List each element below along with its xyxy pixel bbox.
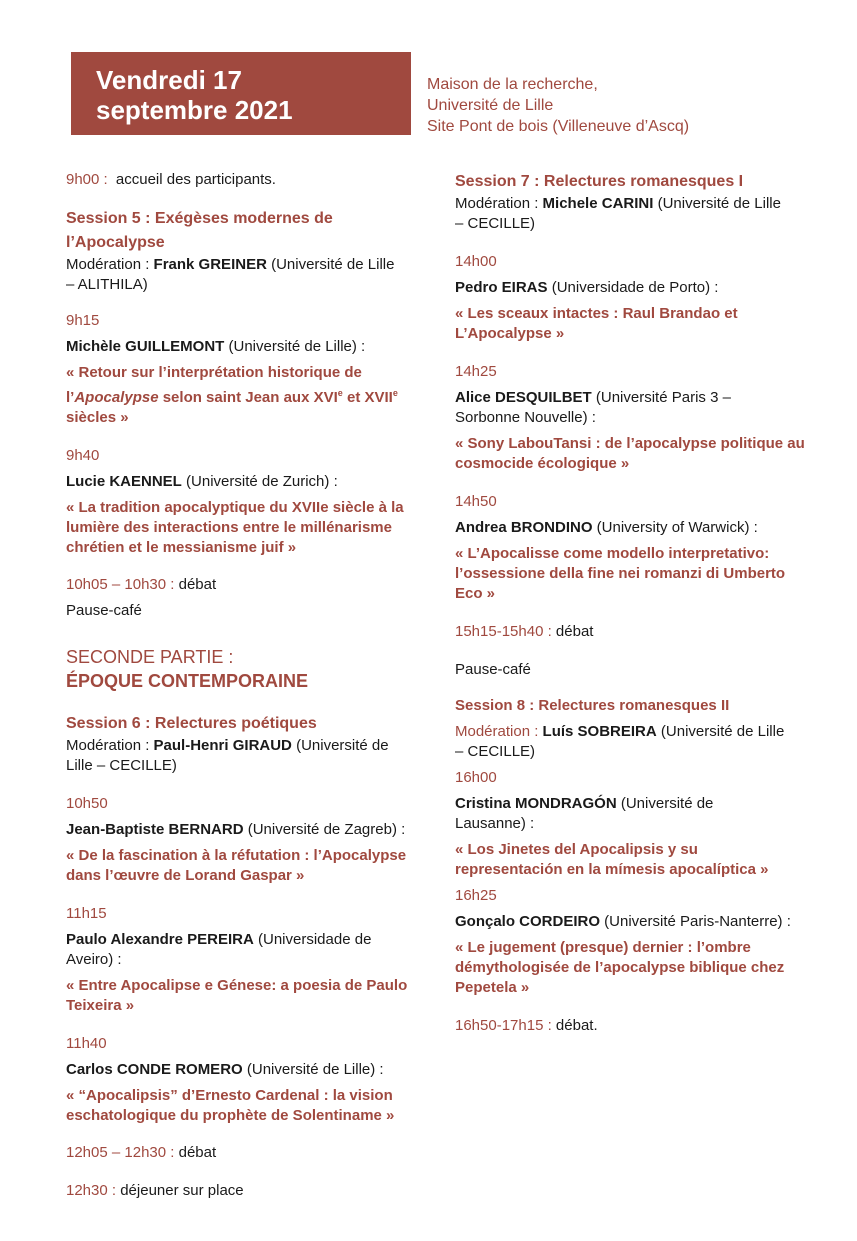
- speaker-affiliation: (Université de Lille) :: [242, 1061, 384, 1078]
- lunch-text: déjeuner sur place: [116, 1182, 244, 1199]
- debate-time: 12h05 – 12h30 :: [66, 1144, 175, 1161]
- speaker: [66, 472, 421, 492]
- talk-title-line: eschatologique du prophète de Solentiname »: [66, 1107, 395, 1124]
- speaker-affiliation: (Université de: [616, 795, 714, 812]
- moderator-affiliation: (Université de Lille: [266, 256, 395, 273]
- speaker: [66, 930, 421, 970]
- speaker-name: Carlos CONDE ROMERO: [66, 1061, 243, 1078]
- speaker-affiliation: (Université de Lille) :: [224, 338, 366, 355]
- speaker: [455, 912, 810, 932]
- talk-title-line: cosmocide écologique »: [455, 455, 630, 472]
- session-7-moderation: [455, 194, 810, 234]
- talk-title-line: dans l’œuvre de Lorand Gaspar »: [66, 867, 305, 884]
- debate-text: débat: [174, 576, 217, 593]
- talk-title-line: « De la fascination à la réfutation : l’Apocalypse: [66, 847, 407, 864]
- debate-time: 15h15-15h40 :: [455, 623, 552, 640]
- session-5-title-line-1: Session 5 : Exégèses modernes de: [66, 210, 333, 227]
- speaker-affiliation: (Universidade de: [253, 931, 372, 948]
- talk-title-line: Teixeira »: [66, 997, 135, 1014]
- debate-time: 16h50-17h15 :: [455, 1017, 552, 1034]
- moderator-affiliation: (Université de Lille: [656, 723, 785, 740]
- venue: [427, 74, 787, 137]
- talk-title-part: l’: [66, 389, 75, 406]
- superscript: e: [392, 388, 398, 398]
- speaker-name: Jean-Baptiste BERNARD: [66, 821, 244, 838]
- superscript: e: [337, 388, 343, 398]
- talk-title: [66, 498, 421, 558]
- speaker-affiliation: (Universidade de Porto) :: [547, 279, 719, 296]
- talk-title-line: representación en la mímesis apocalíptica »: [455, 861, 769, 878]
- talk-title-line: siècles »: [66, 409, 129, 426]
- talk-title-line: « Les sceaux intactes : Raul Brandao et: [455, 305, 738, 322]
- session-7-title: Session 7 : Relectures romanesques I: [455, 173, 744, 190]
- session-5-title: [66, 207, 421, 255]
- talk-title: [455, 544, 810, 604]
- lunch-time: 12h30 :: [66, 1182, 117, 1199]
- speaker-name: Lucie KAENNEL: [66, 473, 182, 490]
- speaker: [455, 278, 810, 298]
- talk-title: [455, 304, 810, 344]
- speaker-affiliation: (Université Paris 3 –: [591, 389, 731, 406]
- talk-title-line: l’ossessione della fine nei romanzi di Umberto: [455, 565, 786, 582]
- speaker-name: Paulo Alexandre PEREIRA: [66, 931, 254, 948]
- venue-line-1: Maison de la recherche,: [427, 76, 598, 93]
- moderator-name: Luís SOBREIRA: [542, 723, 657, 740]
- moderator-name: Frank GREINER: [153, 256, 267, 273]
- debate-text: débat: [174, 1144, 217, 1161]
- talk-title-line: lumière des interactions entre le millénarisme: [66, 519, 392, 536]
- talk-title-line: chrétien et le messianisme juif »: [66, 539, 297, 556]
- talk-title: [66, 976, 421, 1016]
- date-banner: [71, 52, 411, 135]
- talk-title-line: « Sony LabouTansi : de l’apocalypse politique au: [455, 435, 805, 452]
- moderation-label: Modération :: [66, 256, 154, 273]
- pause: Pause-café: [455, 661, 531, 678]
- session-6-moderation: [66, 736, 421, 776]
- session-5-title-line-2: l’Apocalypse: [66, 234, 165, 251]
- debate-text: débat: [551, 623, 594, 640]
- speaker-name: Cristina MONDRAGÓN: [455, 795, 617, 812]
- moderator-affiliation: (Université de: [291, 737, 389, 754]
- moderator-affiliation: (Université de Lille: [653, 195, 781, 212]
- talk-title-line: L’Apocalypse »: [455, 325, 565, 342]
- moderation-label: Modération :: [455, 195, 543, 212]
- welcome-time: 9h00 :: [66, 171, 108, 188]
- speaker: [66, 820, 421, 840]
- speaker: [66, 1060, 421, 1080]
- moderator-affiliation-cont: – CECILLE): [455, 743, 536, 760]
- right-column: [455, 170, 810, 1036]
- moderator-affiliation-cont: – CECILLE): [455, 215, 536, 232]
- venue-line-3: Site Pont de bois (Villeneuve d’Ascq): [427, 118, 690, 135]
- talk-time: 10h50: [66, 795, 108, 812]
- speaker: [455, 794, 810, 834]
- session-6-title: Session 6 : Relectures poétiques: [66, 715, 317, 732]
- talk-time: 16h00: [455, 769, 497, 786]
- debate-time: 10h05 – 10h30 :: [66, 576, 175, 593]
- talk-title: [455, 840, 810, 880]
- talk-time: 14h50: [455, 493, 497, 510]
- speaker-name: Gonçalo CORDEIRO: [455, 913, 601, 930]
- pause: Pause-café: [66, 602, 142, 619]
- welcome-text: accueil des participants.: [115, 171, 276, 188]
- speaker-name: Alice DESQUILBET: [455, 389, 592, 406]
- welcome: [66, 170, 421, 190]
- talk-title-italic: Apocalypse: [74, 389, 159, 406]
- talk-title: [455, 938, 810, 998]
- debate-text: débat.: [551, 1017, 598, 1034]
- talk-time: 14h00: [455, 253, 497, 270]
- talk-title-line: « Retour sur l’interprétation historique de: [66, 364, 362, 381]
- speaker-affiliation: (Université de Zurich) :: [181, 473, 338, 490]
- speaker-affiliation-cont: Sorbonne Nouvelle) :: [455, 409, 596, 426]
- session-5-moderation: [66, 255, 421, 295]
- moderator-affiliation-cont: Lille – CECILLE): [66, 757, 177, 774]
- debate: [455, 1016, 810, 1036]
- speaker: [455, 518, 810, 538]
- venue-line-2: Université de Lille: [427, 97, 554, 114]
- left-column: [66, 170, 421, 1201]
- talk-title-line: « Le jugement (presque) dernier : l’ombre: [455, 939, 751, 956]
- speaker: [455, 388, 810, 428]
- part-label: SECONDE PARTIE :: [66, 647, 234, 667]
- talk-title-line: « La tradition apocalyptique du XVIIe siècle à la: [66, 499, 404, 516]
- talk-title-line: « Los Jinetes del Apocalipsis y su: [455, 841, 698, 858]
- debate: [66, 575, 421, 595]
- moderator-name: Paul-Henri GIRAUD: [153, 737, 292, 754]
- talk-title: [66, 846, 421, 886]
- talk-title: [66, 363, 421, 428]
- speaker-name: Michèle GUILLEMONT: [66, 338, 225, 355]
- talk-title-line: « Entre Apocalipse e Génese: a poesia de Paulo: [66, 977, 408, 994]
- talk-title-line: démythologisée de l’apocalypse biblique chez: [455, 959, 785, 976]
- date-line-2: septembre 2021: [96, 95, 293, 125]
- talk-time: 11h40: [66, 1035, 107, 1052]
- speaker-name: Pedro EIRAS: [455, 279, 548, 296]
- speaker-affiliation-cont: Aveiro) :: [66, 951, 122, 968]
- talk-title: [455, 434, 810, 474]
- moderator-name: Michele CARINI: [542, 195, 654, 212]
- moderation-label: Modération :: [66, 737, 154, 754]
- talk-time: 11h15: [66, 905, 107, 922]
- talk-title: [66, 1086, 421, 1126]
- speaker: [66, 337, 421, 357]
- talk-time: 16h25: [455, 887, 497, 904]
- debate: [455, 622, 810, 642]
- talk-time: 9h40: [66, 447, 100, 464]
- date-line-1: Vendredi 17: [96, 65, 242, 95]
- part-title: ÉPOQUE CONTEMPORAINE: [66, 671, 309, 691]
- debate: [66, 1143, 421, 1163]
- talk-title-part: et XVII: [342, 389, 393, 406]
- session-8-moderation: [455, 722, 810, 762]
- moderator-affiliation-cont: – ALITHILA): [66, 276, 148, 293]
- talk-title-line: « “Apocalipsis” d’Ernesto Cardenal : la vision: [66, 1087, 393, 1104]
- speaker-affiliation: (University of Warwick) :: [592, 519, 758, 536]
- session-8-title: Session 8 : Relectures romanesques II: [455, 697, 730, 714]
- talk-time: 9h15: [66, 312, 100, 329]
- speaker-affiliation: (Université Paris-Nanterre) :: [600, 913, 791, 930]
- moderation-label: Modération :: [455, 723, 543, 740]
- talk-title-line: « L’Apocalisse come modello interpretativo:: [455, 545, 770, 562]
- talk-time: 14h25: [455, 363, 497, 380]
- speaker-affiliation: (Université de Zagreb) :: [243, 821, 406, 838]
- talk-title-line: Pepetela »: [455, 979, 530, 996]
- speaker-affiliation-cont: Lausanne) :: [455, 815, 535, 832]
- talk-title-line: Eco »: [455, 585, 496, 602]
- talk-title-part: selon saint Jean aux XVI: [158, 389, 338, 406]
- lunch: [66, 1181, 421, 1201]
- speaker-name: Andrea BRONDINO: [455, 519, 593, 536]
